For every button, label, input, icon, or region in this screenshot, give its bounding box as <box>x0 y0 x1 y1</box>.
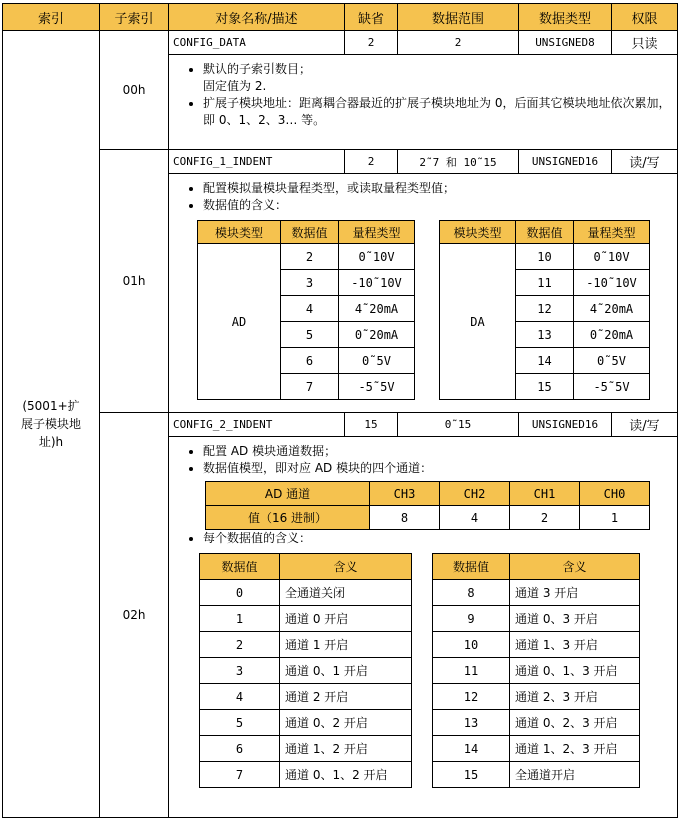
row-00h-summary <box>3 31 678 55</box>
meaning-left-head-value: 数据值 <box>200 554 280 580</box>
meaning-text: 通道 0 开启 <box>280 606 412 632</box>
meaning-value: 1 <box>200 606 280 632</box>
header-default: 缺省 <box>345 4 398 31</box>
da-range: 0˜5V <box>574 348 650 374</box>
bullet-02h-1: • 配置 AD 模块通道数据； <box>203 443 671 460</box>
meaning-value: 13 <box>433 710 510 736</box>
table-row <box>440 244 650 270</box>
range-01h: 2˜7 和 10˜15 <box>398 150 519 174</box>
table-row <box>200 658 412 684</box>
channel-value-ch1: 2 <box>510 506 580 530</box>
channel-head: AD 通道 <box>206 482 370 506</box>
object-name-01h: CONFIG_1_INDENT <box>169 150 345 174</box>
object-name-00h: CONFIG_DATA <box>169 31 345 55</box>
meaning-text: 通道 0、2、3 开启 <box>510 710 640 736</box>
bullet-01h-1: • 配置模拟量模块量程类型，或读取量程类型值； <box>203 180 671 197</box>
da-head-value: 数据值 <box>516 221 574 244</box>
ad-range: -5˜5V <box>339 374 415 400</box>
table-row <box>433 762 640 788</box>
dtype-01h: UNSIGNED16 <box>519 150 612 174</box>
subindex-02h: 02h <box>100 413 169 818</box>
ad-value: 4 <box>281 296 339 322</box>
subindex-01h: 01h <box>100 150 169 413</box>
index-cell: (5001+扩展子模块地址)h <box>3 31 100 818</box>
meaning-value: 2 <box>200 632 280 658</box>
meaning-value: 6 <box>200 736 280 762</box>
da-range-table <box>439 220 650 400</box>
channel-ch0: CH0 <box>580 482 650 506</box>
meaning-text: 通道 1、3 开启 <box>510 632 640 658</box>
da-range: -10˜10V <box>574 270 650 296</box>
ad-range-table <box>197 220 415 400</box>
header-range: 数据范围 <box>398 4 519 31</box>
da-value: 10 <box>516 244 574 270</box>
table-row <box>433 606 640 632</box>
description-02h <box>169 437 678 818</box>
da-value: 11 <box>516 270 574 296</box>
header-row <box>3 4 678 31</box>
range-02h: 0˜15 <box>398 413 519 437</box>
channel-table <box>205 481 650 530</box>
meaning-value: 5 <box>200 710 280 736</box>
meaning-value: 10 <box>433 632 510 658</box>
meaning-value: 11 <box>433 658 510 684</box>
text-00h-2: 固定值为 2. <box>203 79 267 93</box>
ad-head-type: 模块类型 <box>198 221 281 244</box>
description-00h <box>169 55 678 150</box>
access-02h: 读/写 <box>612 413 678 437</box>
meaning-table-right <box>432 553 640 788</box>
meaning-text: 通道 0、1 开启 <box>280 658 412 684</box>
table-row <box>200 736 412 762</box>
meaning-value: 12 <box>433 684 510 710</box>
meaning-text: 全通道关闭 <box>280 580 412 606</box>
table-row <box>433 736 640 762</box>
ad-value: 3 <box>281 270 339 296</box>
ad-head-range: 量程类型 <box>339 221 415 244</box>
da-head-type: 模块类型 <box>440 221 516 244</box>
default-01h: 2 <box>345 150 398 174</box>
dtype-02h: UNSIGNED16 <box>519 413 612 437</box>
subindex-00h: 00h <box>100 31 169 150</box>
header-subindex: 子索引 <box>100 4 169 31</box>
ad-value: 6 <box>281 348 339 374</box>
channel-ch2: CH2 <box>440 482 510 506</box>
ad-range: 0˜5V <box>339 348 415 374</box>
ad-head-value: 数据值 <box>281 221 339 244</box>
meaning-value: 14 <box>433 736 510 762</box>
table-row <box>200 632 412 658</box>
channel-value-label: 值（16 进制） <box>206 506 370 530</box>
channel-ch3: CH3 <box>370 482 440 506</box>
ad-range: 4˜20mA <box>339 296 415 322</box>
table-row <box>433 658 640 684</box>
header-name: 对象名称/描述 <box>169 4 345 31</box>
table-row <box>200 762 412 788</box>
bullet-02h-3: • 每个数据值的含义： <box>203 530 671 547</box>
da-value: 15 <box>516 374 574 400</box>
table-row <box>200 684 412 710</box>
channel-value-ch0: 1 <box>580 506 650 530</box>
meaning-text: 通道 1 开启 <box>280 632 412 658</box>
meaning-value: 9 <box>433 606 510 632</box>
meaning-text: 通道 3 开启 <box>510 580 640 606</box>
table-row <box>433 580 640 606</box>
table-row <box>433 632 640 658</box>
meaning-table-left <box>199 553 412 788</box>
header-index: 索引 <box>3 4 100 31</box>
ad-module-type: AD <box>198 244 281 400</box>
da-value: 12 <box>516 296 574 322</box>
ad-range: 0˜10V <box>339 244 415 270</box>
bullet-00h-3: • 扩展子模块地址：距离耦合器最近的扩展子模块地址为 0，后面其它模块地址依次累加，即 0、1、2、3… 等。 <box>203 95 671 129</box>
ad-value: 2 <box>281 244 339 270</box>
access-01h: 读/写 <box>612 150 678 174</box>
da-range: 0˜10V <box>574 244 650 270</box>
meaning-value: 4 <box>200 684 280 710</box>
table-row <box>200 606 412 632</box>
da-module-type: DA <box>440 244 516 400</box>
range-00h: 2 <box>398 31 519 55</box>
da-range: 4˜20mA <box>574 296 650 322</box>
da-value: 13 <box>516 322 574 348</box>
meaning-left-head-meaning: 含义 <box>280 554 412 580</box>
table-row <box>198 244 415 270</box>
object-dictionary-table <box>2 3 678 818</box>
default-02h: 15 <box>345 413 398 437</box>
meaning-text: 通道 0、1、2 开启 <box>280 762 412 788</box>
meaning-value: 15 <box>433 762 510 788</box>
meaning-right-head-value: 数据值 <box>433 554 510 580</box>
bullet-00h-1: • 默认的子索引数目； 固定值为 2. <box>203 61 671 95</box>
meaning-text: 通道 1、2 开启 <box>280 736 412 762</box>
dtype-00h: UNSIGNED8 <box>519 31 612 55</box>
meaning-right-head-meaning: 含义 <box>510 554 640 580</box>
ad-value: 7 <box>281 374 339 400</box>
meaning-value: 7 <box>200 762 280 788</box>
meaning-text: 通道 0、2 开启 <box>280 710 412 736</box>
meaning-text: 全通道开启 <box>510 762 640 788</box>
ad-range: 0˜20mA <box>339 322 415 348</box>
header-dtype: 数据类型 <box>519 4 612 31</box>
table-row <box>200 580 412 606</box>
channel-ch1: CH1 <box>510 482 580 506</box>
channel-value-row <box>206 506 650 530</box>
channel-value-ch2: 4 <box>440 506 510 530</box>
da-range: -5˜5V <box>574 374 650 400</box>
access-00h: 只读 <box>612 31 678 55</box>
meaning-text: 通道 2、3 开启 <box>510 684 640 710</box>
meaning-value: 3 <box>200 658 280 684</box>
da-range: 0˜20mA <box>574 322 650 348</box>
table-row <box>433 710 640 736</box>
table-row <box>200 710 412 736</box>
channel-head-row <box>206 482 650 506</box>
row-02h-summary <box>3 413 678 437</box>
object-name-02h: CONFIG_2_INDENT <box>169 413 345 437</box>
bullet-01h-2: • 数据值的含义： <box>203 197 671 214</box>
channel-value-ch3: 8 <box>370 506 440 530</box>
description-01h <box>169 174 678 413</box>
meaning-text: 通道 2 开启 <box>280 684 412 710</box>
table-row <box>433 684 640 710</box>
header-access: 权限 <box>612 4 678 31</box>
meaning-text: 通道 0、3 开启 <box>510 606 640 632</box>
meaning-text: 通道 0、1、3 开启 <box>510 658 640 684</box>
meaning-value: 0 <box>200 580 280 606</box>
da-head-range: 量程类型 <box>574 221 650 244</box>
da-value: 14 <box>516 348 574 374</box>
bullet-02h-2: • 数据值模型，即对应 AD 模块的四个通道： <box>203 460 671 477</box>
ad-value: 5 <box>281 322 339 348</box>
ad-range: -10˜10V <box>339 270 415 296</box>
default-00h: 2 <box>345 31 398 55</box>
meaning-text: 通道 1、2、3 开启 <box>510 736 640 762</box>
row-01h-summary <box>3 150 678 174</box>
meaning-value: 8 <box>433 580 510 606</box>
